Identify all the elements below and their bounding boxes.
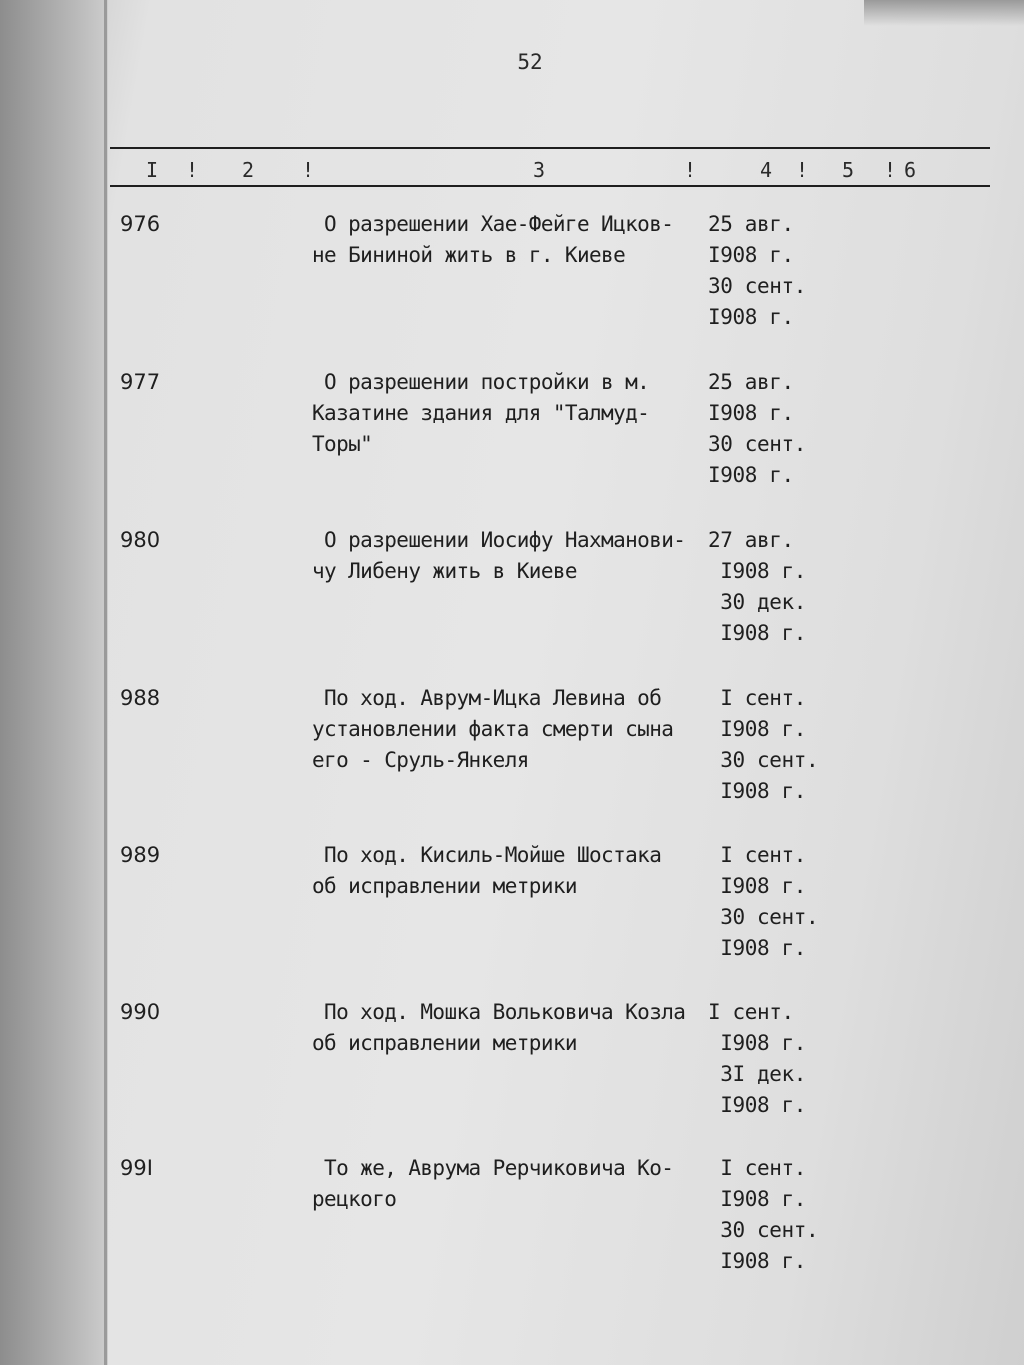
case-description: О разрешении Иосифу Нахманови- чу Либену жить в Киеве — [312, 528, 686, 583]
column-header-2: 2 — [242, 158, 255, 182]
case-description: По ход. Аврум-Ицка Левина об установлении факта смерти сына его - Сруль-Янкеля — [312, 686, 674, 772]
column-header-6: 6 — [904, 158, 917, 182]
header-rule-bottom — [110, 185, 990, 187]
case-dates: I сент. I908 г. 30 сент. I908 г. — [708, 843, 819, 960]
case-dates: 25 авг. I908 г. 30 сент. I908 г. — [708, 370, 806, 487]
case-number: 980 — [120, 528, 161, 552]
case-dates: 25 авг. I908 г. 30 сент. I908 г. — [708, 212, 806, 329]
column-header-5: 5 — [842, 158, 855, 182]
column-header-4: 4 — [760, 158, 773, 182]
case-dates: I сент. I908 г. 30 сент. I908 г. — [708, 686, 819, 803]
case-number: 976 — [120, 212, 161, 236]
column-separator: ! — [684, 158, 697, 182]
case-description: То же, Аврума Рерчиковича Ко- рецкого — [312, 1156, 674, 1211]
case-description: О разрешении Хае-Фейге Ицков- не Бининой жить в г. Киеве — [312, 212, 674, 267]
case-dates: I сент. I908 г. 3I дек. I908 г. — [708, 1000, 806, 1117]
column-separator: ! — [884, 158, 897, 182]
header-rule-top — [110, 147, 990, 149]
case-number: 99I — [120, 1156, 153, 1180]
column-header-3: 3 — [533, 158, 546, 182]
column-separator: ! — [796, 158, 809, 182]
case-description: По ход. Мошка Вольковича Козла об исправлении метрики — [312, 1000, 686, 1055]
page-fold-line — [104, 0, 107, 1365]
page-left-shadow — [0, 0, 108, 1365]
case-dates: I сент. I908 г. 30 сент. I908 г. — [708, 1156, 819, 1273]
case-number: 988 — [120, 686, 161, 710]
case-description: О разрешении постройки в м. Казатине здания для "Талмуд- Торы" — [312, 370, 650, 456]
page-number: 52 — [517, 50, 543, 74]
case-description: По ход. Кисиль-Мойше Шостака об исправлении метрики — [312, 843, 662, 898]
column-separator: ! — [186, 158, 199, 182]
case-number: 990 — [120, 1000, 161, 1024]
case-dates: 27 авг. I908 г. 30 дек. I908 г. — [708, 528, 806, 645]
column-header-1: I — [146, 158, 159, 182]
case-number: 989 — [120, 843, 161, 867]
column-separator: ! — [302, 158, 315, 182]
case-number: 977 — [120, 370, 161, 394]
page-corner-shadow — [864, 0, 1024, 26]
